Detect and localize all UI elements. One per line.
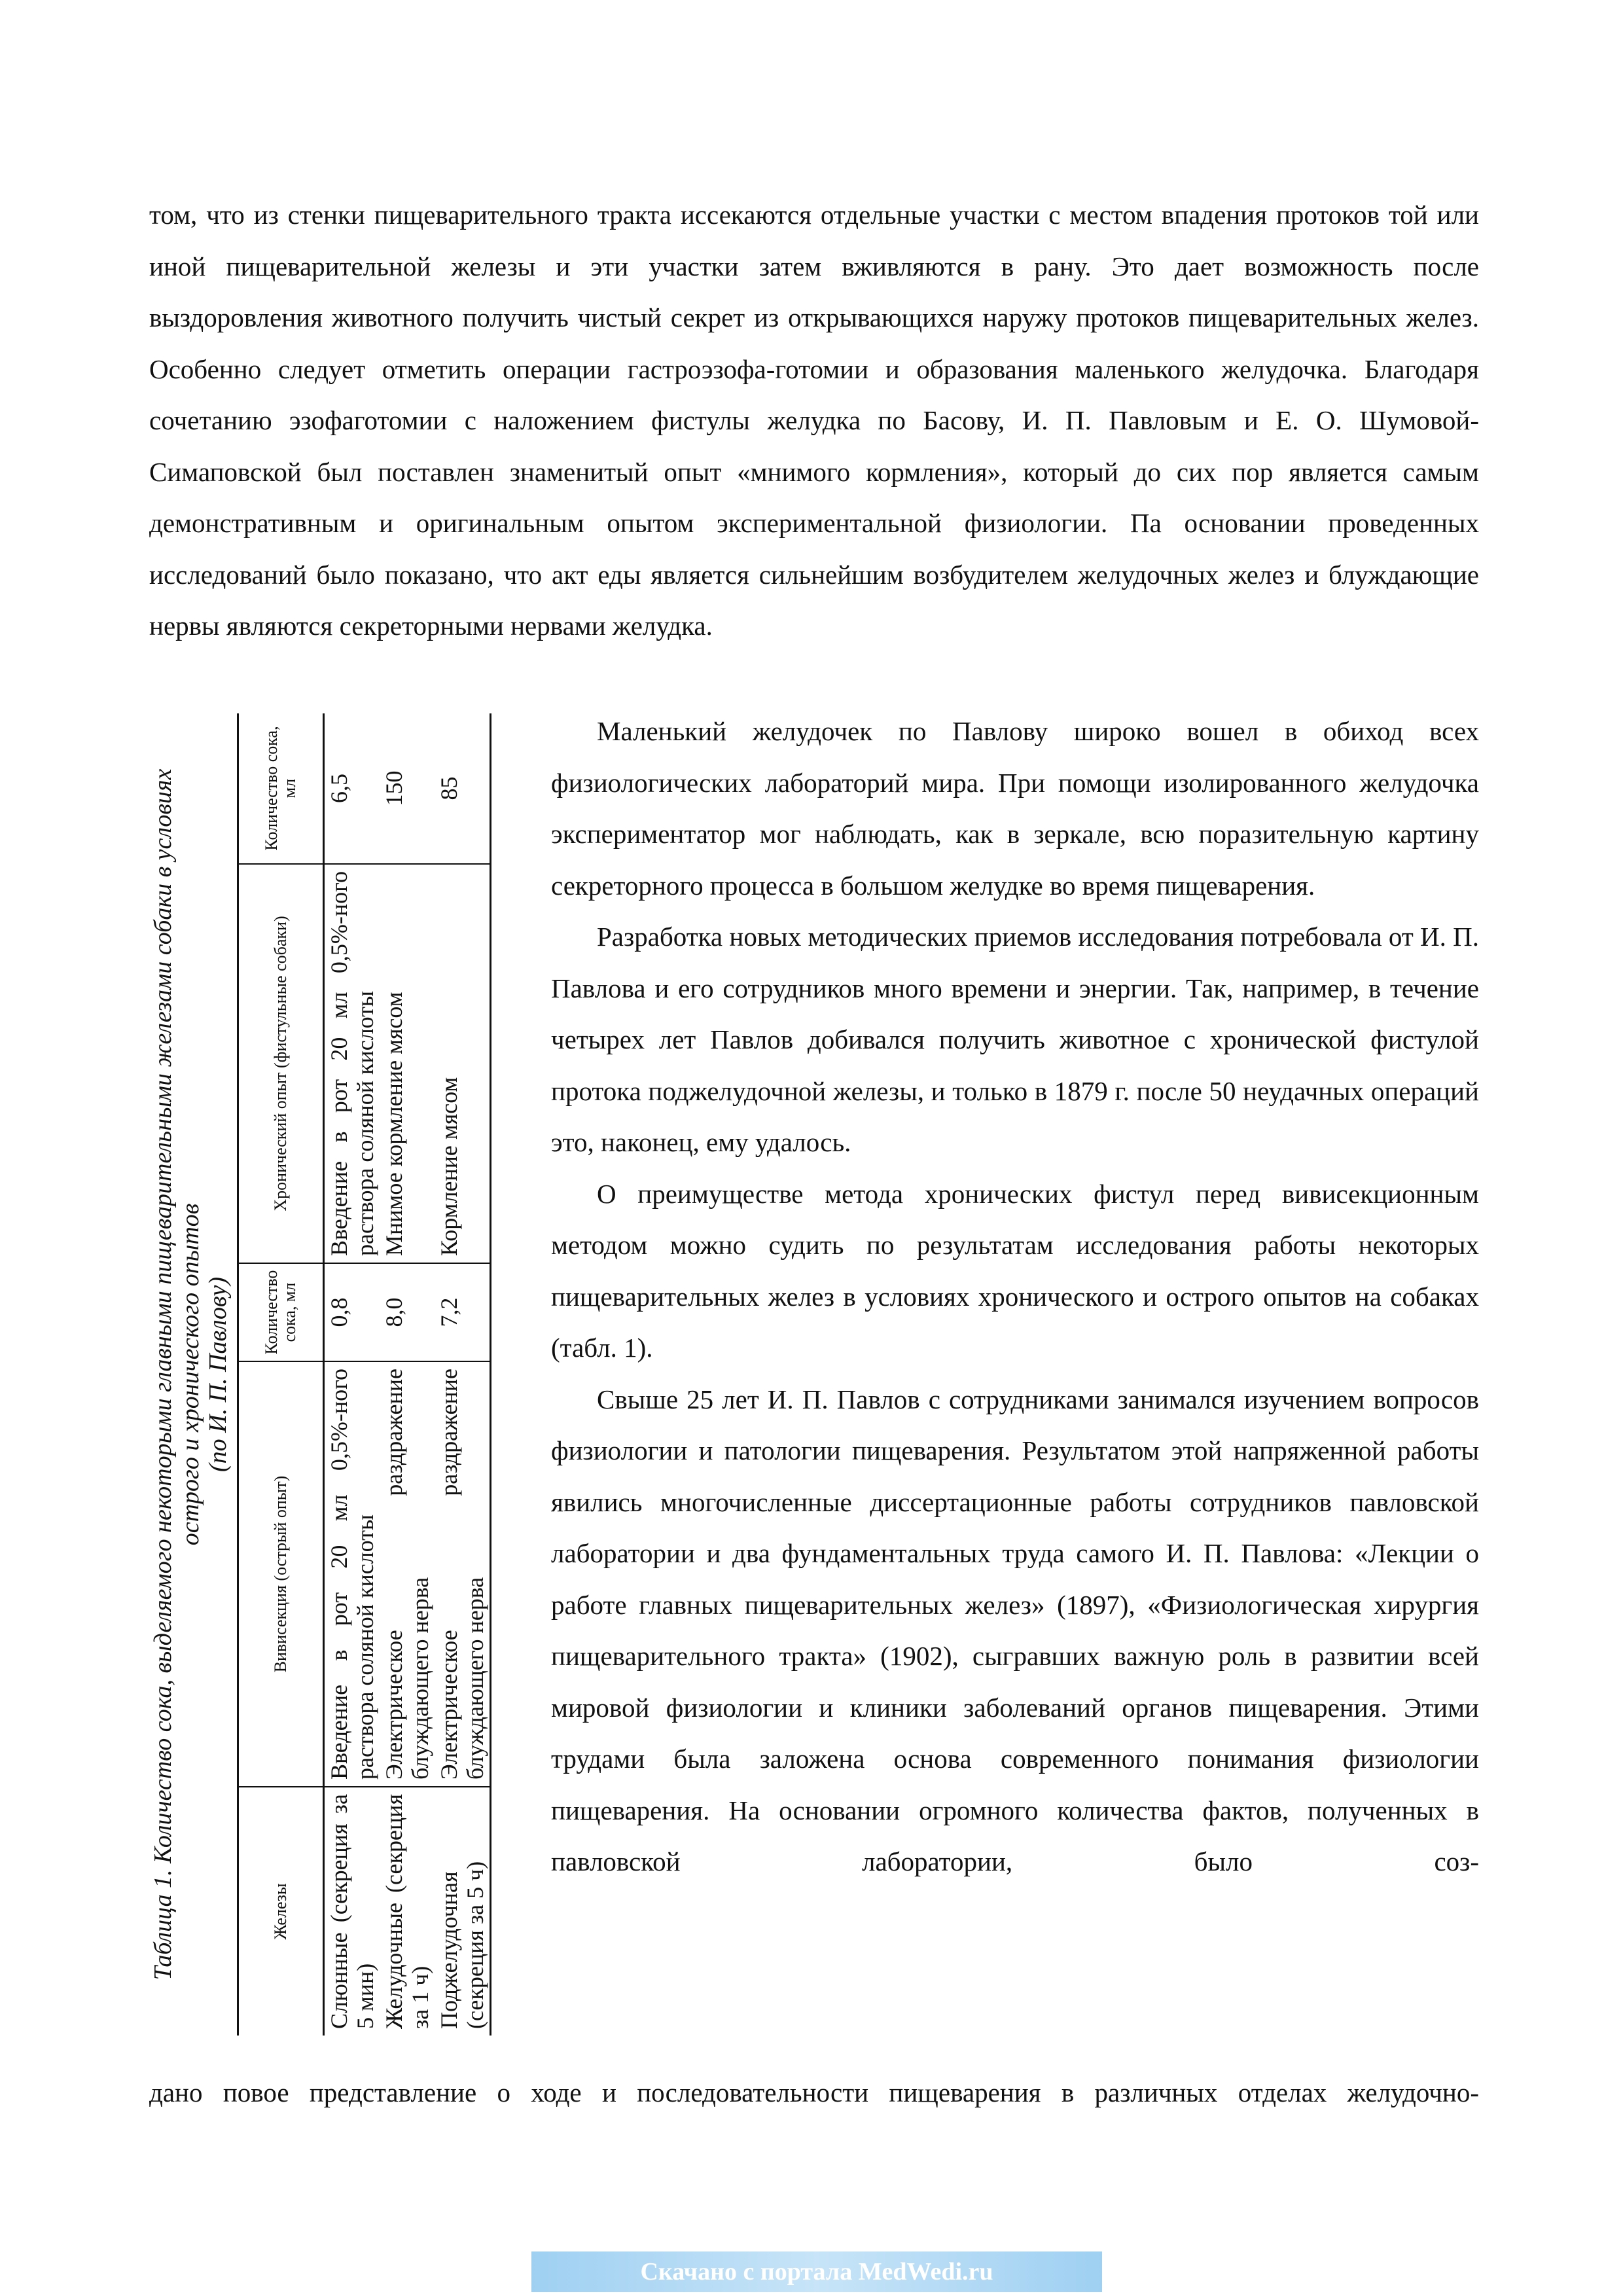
paragraph-2: Маленький желудочек по Павлову широко вошел в обиход всех физиологических лабораторий мира. При помощи изолированного желудочка экспериментатор мог наблюдать, как в зеркале, всю поразительную картину секреторного процесса в большом желудке во время пищеварения. xyxy=(551,716,1479,901)
table-row xyxy=(324,713,380,2036)
paragraph-4: О преимуществе метода хронических фистул перед вивисекционным методом можно судить по результатам исследования работы некоторых пищеварительных желез в условиях хронического и острого опытов на собаках (табл. 1). xyxy=(551,1178,1479,1363)
cell-chronic: Кормление мясом xyxy=(435,864,491,1263)
table-header-row xyxy=(238,713,324,2036)
cell-gland: Поджелудочная (секреция за 5 ч) xyxy=(435,1787,491,2036)
cell-acute-ml: 0,8 xyxy=(324,1263,380,1361)
paragraph-6: дано повое представление о ходе и последовательности пищеварения в различных отделах желудочно- xyxy=(149,2077,1479,2108)
cell-acute: Введение в рот 20 мл 0,5%-ного раствора соляной кислоты xyxy=(324,1361,380,1787)
header-acute-ml: Количество сока, мл xyxy=(238,1263,324,1361)
data-table xyxy=(237,713,491,2036)
paragraph-3: Разработка новых методических приемов исследования потребовала от И. П. Павлова и его сотрудников много времени и энергии. Так, например, в течение четырех лет Павлов добивался получить животное с хронической фистулой протока поджелудочной железы, и только в 1879 г. после 50 неудачных операций это, наконец, ему удалось. xyxy=(551,922,1479,1157)
cell-gland: Слюнные (секреция за 5 мин) xyxy=(326,1794,378,2029)
cell-acute: Электрическое раздражение блуждающего нерва xyxy=(435,1361,491,1787)
table-caption-number: Таблица 1. xyxy=(149,1869,177,1981)
header-acute: Вивисекция (острый опыт) xyxy=(238,1361,324,1787)
table-caption-line3: (по И. П. Павлову) xyxy=(204,1276,232,1473)
cell-chronic: Введение в рот 20 мл 0,5%-ного раствора соляной кислоты xyxy=(324,864,380,1263)
cell-chronic: Мнимое кормление мясом xyxy=(380,864,435,1263)
watermark-banner: Скачано с портала MedWedi.ru xyxy=(531,2251,1102,2292)
cell-gland: Желудочные (секреция за 1 ч) xyxy=(381,1794,433,2029)
table-caption-line1: Количество сока, выделяемого некоторыми главными пищеварительными железами собаки в условиях xyxy=(149,768,177,1863)
table-row xyxy=(435,713,491,2036)
header-chronic: Хронический опыт (фистульные собаки) xyxy=(238,864,324,1263)
table-1-rotated xyxy=(149,713,522,2036)
table-caption-line2: острого и хронического опытов xyxy=(177,1203,204,1546)
header-chronic-ml: Количество сока, мл xyxy=(238,713,324,864)
paragraph-1: том, что из стенки пищеварительного тракта иссекаются отдельные участки с местом впадения протоков той или иной пищеварительной железы и эти участки затем вживляются в рану. Это дает возможность после выздоровления животного получить чистый секрет из открывающихся наружу протоков пищеварительных желез. Особенно следует отметить операции гастроэзофа-готомии и образования маленького желудочка. Благодаря сочетанию эзофаготомии с наложением фистулы желудка по Басову, И. П. Павловым и Е. О. Шумовой-Симаповской был поставлен знаменитый опыт «мнимого кормления», который до сих пор является самым демонстративным и оригинальным опытом экспериментальной физиологии. Па основании проведенных исследований было показано, что акт еды является сильнейшим возбудителем желудочных желез и блуждающие нервы являются секреторными нервами желудка. xyxy=(149,200,1479,641)
table-caption xyxy=(149,713,232,2036)
cell-acute: Электрическое раздражение блуждающего нерва xyxy=(380,1361,435,1787)
right-column xyxy=(551,706,1479,1888)
cell-chronic-ml: 150 xyxy=(380,713,435,864)
header-glands: Железы xyxy=(238,1787,324,2036)
table-row xyxy=(380,713,435,2036)
cell-acute-ml: 7,2 xyxy=(435,1263,491,1361)
cell-chronic-ml: 85 xyxy=(435,713,491,864)
cell-acute-ml: 8,0 xyxy=(380,1263,435,1361)
paragraph-5: Свыше 25 лет И. П. Павлов с сотрудниками занимался изучением вопросов физиологии и патологии пищеварения. Результатом этой напряженной работы явились многочисленные диссертационные работы сотрудников павловской лаборатории и два фундаментальных труда самого И. П. Павлова: «Лекции о работе главных пищеварительных желез» (1897), «Физиологическая хирургия пищеварительного тракта» (1902), сыгравших важную роль в развитии всей мировой физиологии и клиники заболеваний органов пищеварения. Этими трудами была заложена основа современного понимания физиологии пищеварения. На основании огромного количества фактов, полученных в павловской лаборатории, было соз- xyxy=(551,1384,1479,1876)
cell-chronic-ml: 6,5 xyxy=(324,713,380,864)
